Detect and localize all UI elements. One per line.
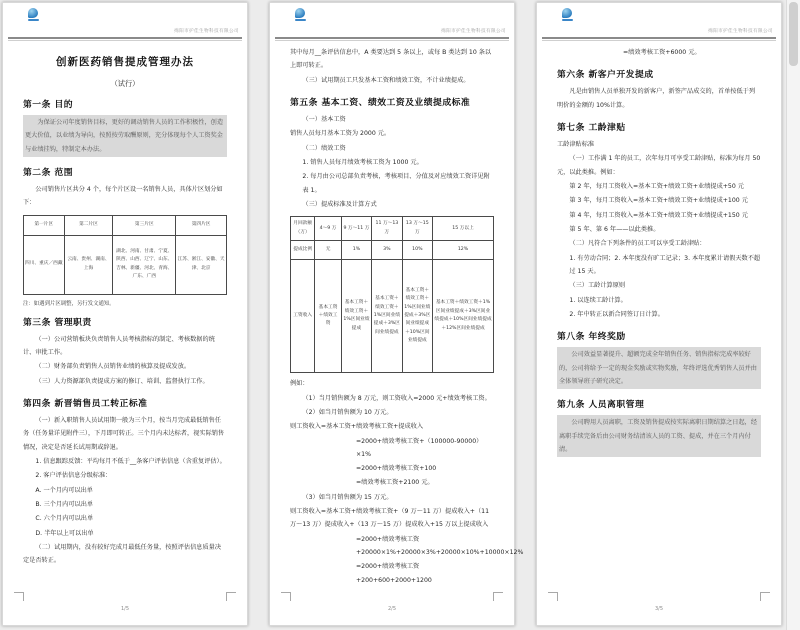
table-header-cell: 4～9 万: [315, 217, 341, 241]
article-heading: 第七条 工龄津贴: [557, 122, 626, 133]
page-number: 3/5: [654, 606, 664, 612]
paragraph: 则工资收入=基本工资+绩效考核工资+（9 万～11 万）提成收入+（11 万～13 万）提成收入+（13 万～15 万）提成收入+15 万以上提成收入: [290, 508, 490, 529]
document-page-1[interactable]: [2, 2, 248, 626]
paragraph: （三）人力资源部负责提成方案的修订、培训、监督执行工作。: [35, 377, 209, 385]
company-logo-icon: [560, 8, 574, 21]
document-page-2[interactable]: [269, 2, 524, 626]
article-heading: 第九条 人员离职管理: [557, 400, 645, 411]
page-footer: [3, 606, 247, 612]
list-item: C. 六个月内可以出单: [35, 515, 94, 523]
margin-crop-mark-right: [760, 592, 770, 601]
list-item: （2）如当月销售额为 10 万元。: [302, 408, 393, 416]
doc-title: 创新医药销售提成管理办法: [56, 56, 194, 68]
table-row: [24, 235, 227, 294]
page-content: [537, 39, 781, 457]
list-item: 2. 年中转正以新合同签订日计算。: [569, 310, 664, 318]
list-item: B. 三个月内可以出单: [35, 500, 94, 508]
paragraph: （二）绩效工资: [302, 144, 346, 152]
vertical-scrollbar[interactable]: [786, 0, 800, 630]
table-row: [291, 241, 494, 260]
table-header-cell: 第二片区: [64, 215, 113, 235]
sales-region-table: [23, 215, 227, 295]
page-header: [542, 3, 776, 39]
table-header-cell: 9 万～11 万: [341, 217, 371, 241]
scrollbar-thumb[interactable]: [789, 2, 798, 66]
margin-crop-mark-right: [226, 592, 236, 601]
table-cell: 基本工资＋绩效工资＋1%区间业绩提成＋3%区间业绩提成: [372, 260, 402, 373]
paragraph: （一）基本工资: [302, 115, 346, 123]
page-number: 2/5: [387, 606, 397, 612]
list-item: 1. 有劳动合同；2. 本年度没有旷工记录；3. 本年度累计请假天数不超过 15 天。: [569, 254, 761, 275]
page-footer: [270, 606, 514, 612]
logo-caption: [28, 19, 39, 21]
page-content: [3, 39, 247, 568]
logo-orb: [28, 8, 38, 18]
paragraph: 公司销售片区共分 4 个，每个片区设一名销售人员，具体片区划分如下：: [23, 185, 223, 207]
highlighted-paragraph: 公司效益显著提升、超额完成全年销售任务、销售指标完成率较好的，公司将给予一定的现金奖励或实物奖励，年终评选优秀销售人员并由全体领导班子研究决定。: [557, 347, 761, 389]
formula-line: =绩效考核工资+2100 元。: [356, 479, 434, 487]
table-row: [291, 260, 494, 373]
table-header-cell: 月回款额（万）: [291, 217, 315, 241]
article-heading: 第六条 新客户开发提成: [557, 70, 654, 81]
list-item: 1. 以连续工龄计算。: [569, 296, 627, 304]
company-logo-icon: [26, 8, 40, 21]
article-heading: 第三条 管理职责: [23, 317, 92, 328]
table-header-cell: 13 万～15 万: [402, 217, 432, 241]
list-item: 第 3 年，每月工资收入=基本工资+绩效工资+业绩提成+100 元: [569, 197, 748, 205]
table-header-cell: 11 万～13 万: [372, 217, 402, 241]
page-footer: [537, 606, 781, 612]
company-name-header: 绵阳市护佳生物科技有限公司: [441, 29, 506, 34]
table-cell: 提成比例: [291, 241, 315, 260]
table-header-cell: 第一片区: [24, 215, 65, 235]
list-item: D. 半年以上可以出单: [35, 529, 94, 537]
logo-orb: [295, 8, 305, 18]
table-note: 注：如遇到片区调整，另行发文通知。: [23, 300, 115, 307]
paragraph: （三）提成标准及计算方式: [302, 200, 377, 208]
paragraph: （一）公司营销板块负责销售人员考核指标的制定、考核数据的统计、审批工作。: [23, 335, 215, 356]
paragraph: （三）工龄计算原则: [569, 282, 626, 290]
margin-crop-mark-left: [14, 592, 24, 601]
paragraph: 例如：: [290, 380, 309, 388]
table-cell: 四川、重庆／西藏: [24, 235, 65, 294]
list-item: 1. 销售人员每月绩效考核工资为 1000 元。: [302, 158, 423, 166]
logo-orb: [562, 8, 572, 18]
article-heading: 第一条 目的: [23, 100, 74, 110]
list-item: 第 5 年、第 6 年——以此类推。: [569, 225, 660, 233]
logo-caption: [295, 19, 306, 21]
paragraph: （二）财务部负责销售人员销售业绩的核算及提成发放。: [35, 363, 191, 371]
list-item: 第 4 年，每月工资收入=基本工资+绩效工资+业绩提成+150 元: [569, 211, 748, 219]
list-item: （3）如当月销售额为 15 万元。: [302, 493, 393, 501]
page-header: [8, 3, 242, 39]
paragraph: （三）试用期员工只发基本工资和绩效工资，不计业绩提成。: [302, 76, 470, 84]
company-name-header: 绵阳市护佳生物科技有限公司: [708, 29, 773, 34]
doc-subtitle: （试行）: [110, 79, 140, 88]
commission-tier-table: [290, 216, 494, 373]
article-heading: 第五条 基本工资、绩效工资及业绩提成标准: [290, 97, 471, 108]
article-heading: 第四条 新晋销售员工转正标准: [23, 398, 148, 409]
list-item: 1. 信息跟踪反馈：平均每月不低于__条客户评估信息（含重复评估）。: [35, 457, 226, 465]
margin-crop-mark-right: [493, 592, 503, 601]
paragraph: （二）凡符合下列条件的员工可以享受工龄津贴：: [569, 240, 706, 248]
formula-line: =2000+绩效考核工资+（100000-90000）×1%: [356, 437, 483, 458]
document-page-3[interactable]: [536, 2, 782, 626]
highlighted-paragraph: 为保证公司年度销售目标，更好的调动销售人员的工作积极性，创造更大价值，以业绩为导向，按照按劳取酬原则，充分体现每个人工资奖金与业绩挂钩，特制定本办法。: [23, 115, 227, 157]
list-item: 第 2 年，每月工资收入=基本工资+绩效工资+业绩提成+50 元: [569, 182, 744, 190]
highlighted-paragraph: 公司聘用人员离职，工资及销售提成按实际离职日期结算之日起，经离职手续完备后由公司财务结清该人员的工资、提成，并在三个月内付清。: [557, 415, 761, 457]
table-header-cell: 第四片区: [176, 215, 227, 235]
paragraph: 销售人员每月基本工资为 2000 元。: [290, 130, 391, 138]
paragraph: （一）新入职销售人员试用期一般为三个月，按当月完成最低销售任务（任务量详见附件三），下月即可转正。三个月内未达标者，视实际销售情况，决定是否延长试用期或辞退。: [23, 416, 225, 451]
page-header: [275, 3, 509, 39]
table-cell: 3%: [372, 241, 402, 260]
margin-crop-mark-left: [281, 592, 291, 601]
list-item: 2. 每月由公司总部负责考核，考核项目、分值及对应绩效工资详见附表 1。: [302, 173, 490, 194]
formula-line: =2000+绩效考核工资+20000×1%+20000×3%+20000×10%+10000×12%: [356, 535, 524, 557]
list-item: A. 一个月内可以出单: [35, 486, 93, 494]
paragraph: （一）工作满 1 年的员工，次年每月可享受工龄津贴，标准为每月 50 元，以此类推。例如：: [557, 155, 761, 176]
article-heading: 第二条 范围: [23, 167, 74, 178]
table-cell: 基本工资＋绩效工资＋1%区间业绩提成＋3%区间业绩提成＋10%区间业绩提成: [402, 260, 432, 373]
table-cell: 江苏、浙江、安徽、天津、北京: [176, 235, 227, 294]
paragraph: 凡是由销售人员单独开发的新客户，新签产品成交的，首单按低于列明价的金额的 10%计算。: [557, 88, 756, 109]
table-cell: 基本工资＋绩效工资: [315, 260, 341, 373]
table-cell: 云南、贵州、湖南、上海: [64, 235, 113, 294]
paragraph: （二）试用期内，没有较好完成月最低任务量，按照评估信息质量决定是否转正。: [23, 543, 222, 565]
list-item: （1）当月销售额为 8 万元，则工资收入=2000 元+绩效考核工资。: [302, 394, 491, 402]
table-cell: 工资收入: [291, 260, 315, 373]
paragraph: 其中每月__条评估信息中，A 类要达到 5 条以上，或每 B 类达到 10 条以上即可转正。: [290, 49, 492, 70]
paragraph: 工龄津贴标准: [557, 140, 595, 148]
company-name-header: 绵阳市护佳生物科技有限公司: [174, 29, 239, 34]
list-item: 2. 客户评估信息分级标准：: [35, 472, 112, 480]
table-cell: 10%: [402, 241, 432, 260]
formula-line: =绩效考核工资+6000 元。: [623, 49, 701, 56]
table-header-cell: 第三片区: [113, 215, 176, 235]
formula-line: =2000+绩效考核工资+100: [356, 465, 437, 473]
paragraph: 则工资收入=基本工资+绩效考核工资+提成收入: [290, 423, 424, 431]
table-cell: 无: [315, 241, 341, 260]
table-cell: 基本工资＋绩效工资＋1%区间业绩提成＋3%区间业绩提成＋10%区间业绩提成＋12%区间业绩提成: [433, 260, 494, 373]
page-number: 1/5: [120, 606, 130, 612]
margin-crop-mark-left: [548, 592, 558, 601]
formula-line: =2000+绩效考核工资+200+600+2000+1200: [356, 563, 432, 584]
article-heading: 第八条 年终奖励: [557, 332, 626, 343]
table-header-cell: 15 万以上: [433, 217, 494, 241]
table-cell: 基本工资＋绩效工资＋1%区间业绩提成: [341, 260, 371, 373]
company-logo-icon: [293, 8, 307, 21]
page-content: [270, 39, 524, 587]
logo-caption: [562, 19, 573, 21]
table-cell: 12%: [433, 241, 494, 260]
table-cell: 湖北、河南、甘肃、宁夏、陕西、山西、辽宁、山东、吉林、新疆、河北、青海、广东、广西: [113, 235, 176, 294]
table-cell: 1%: [341, 241, 371, 260]
